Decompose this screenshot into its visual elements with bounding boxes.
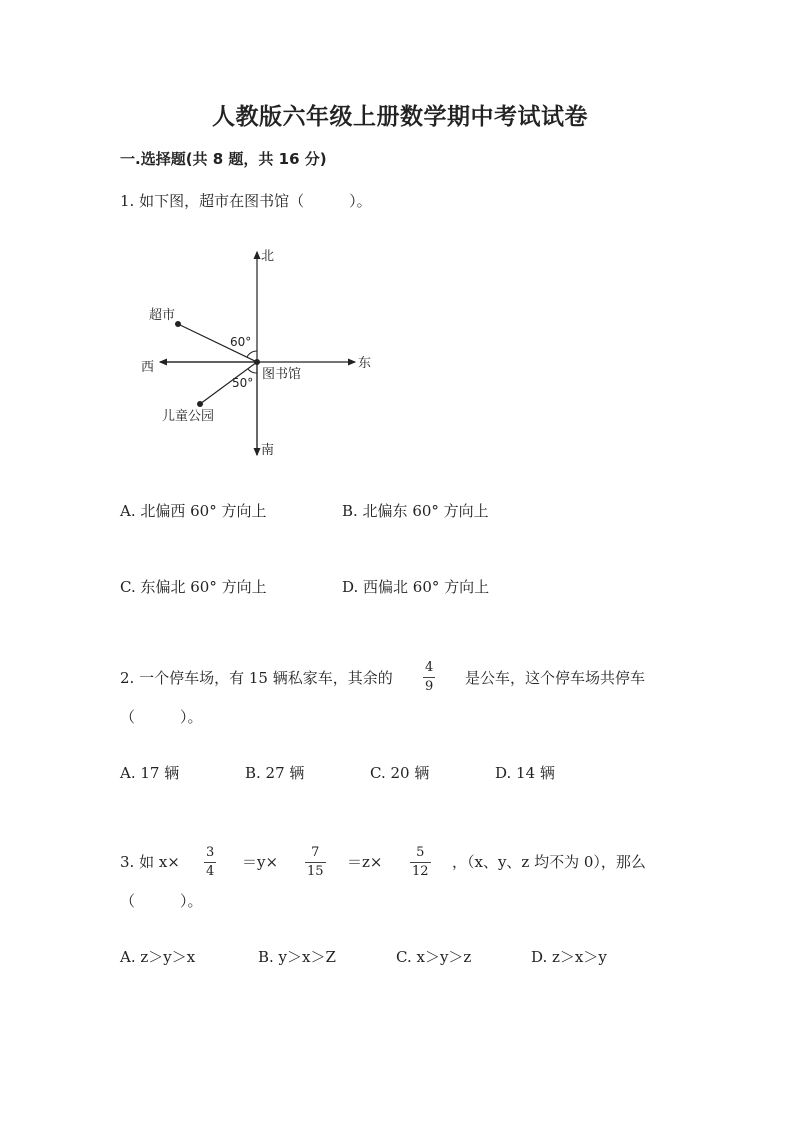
angle-arc-60	[247, 351, 257, 357]
angle-60-label: 60°	[230, 335, 252, 349]
q3-fraction-1	[204, 845, 216, 880]
west-label: 西	[141, 360, 155, 375]
library-label: 图书馆	[262, 367, 302, 382]
q2-option-a[interactable]: A. 17 辆	[120, 764, 180, 782]
park-label: 儿童公园	[162, 409, 215, 424]
q1-option-d[interactable]: D. 西偏北 60° 方向上	[342, 578, 490, 596]
section-heading: 一.选择题(共 8 题，共 16 分)	[120, 150, 327, 168]
q1-option-c[interactable]: C. 东偏北 60° 方向上	[120, 578, 267, 596]
fraction-denominator: 15	[307, 864, 324, 879]
north-label: 北	[261, 249, 275, 264]
angle-arc-50	[248, 369, 257, 373]
fraction-denominator: 12	[412, 864, 429, 879]
q2-option-b[interactable]: B. 27 辆	[245, 764, 305, 782]
question-3-stem-a: 3. 如 x×	[120, 853, 180, 871]
q3-fraction-3	[410, 845, 431, 880]
page-title: 人教版六年级上册数学期中考试试卷	[212, 104, 588, 130]
fraction-denominator: 4	[206, 864, 215, 879]
q3-option-a[interactable]: A. z＞y＞x	[120, 948, 196, 966]
question-2-stem-b: 是公车，这个停车场共停车	[465, 669, 646, 687]
fraction-numerator: 3	[206, 845, 215, 860]
fraction-numerator: 4	[425, 660, 434, 675]
south-label: 南	[261, 443, 275, 458]
supermarket-point	[175, 321, 181, 327]
park-point	[197, 401, 203, 407]
question-2-stem-c: （ ）。	[120, 708, 203, 726]
direction-diagram	[130, 240, 390, 465]
question-3-stem-d: ，（x、y、z 均不为 0），那么	[452, 853, 646, 871]
q1-option-a[interactable]: A. 北偏西 60° 方向上	[120, 502, 267, 520]
q3-option-c[interactable]: C. x＞y＞z	[396, 948, 472, 966]
library-point	[254, 359, 260, 365]
east-label: 东	[358, 356, 372, 371]
fraction-numerator: 5	[416, 845, 425, 860]
fraction-numerator: 7	[311, 845, 320, 860]
q3-option-b[interactable]: B. y＞x＞Z	[258, 948, 336, 966]
supermarket-label: 超市	[149, 308, 176, 323]
q2-option-d[interactable]: D. 14 辆	[495, 764, 555, 782]
q2-option-c[interactable]: C. 20 辆	[370, 764, 430, 782]
question-1-stem: 1. 如下图，超市在图书馆（ ）。	[120, 192, 372, 210]
angle-50-label: 50°	[232, 376, 254, 390]
question-3-stem-c: ＝z×	[347, 853, 383, 871]
fraction-denominator: 9	[425, 679, 434, 694]
q2-fraction	[423, 660, 435, 695]
q1-option-b[interactable]: B. 北偏东 60° 方向上	[342, 502, 489, 520]
q3-option-d[interactable]: D. z＞x＞y	[531, 948, 607, 966]
question-2-stem-a: 2. 一个停车场，有 15 辆私家车，其余的	[120, 669, 393, 687]
q3-fraction-2	[305, 845, 326, 880]
question-3-stem-e: （ ）。	[120, 892, 203, 910]
question-3-stem-b: ＝y×	[242, 853, 279, 871]
